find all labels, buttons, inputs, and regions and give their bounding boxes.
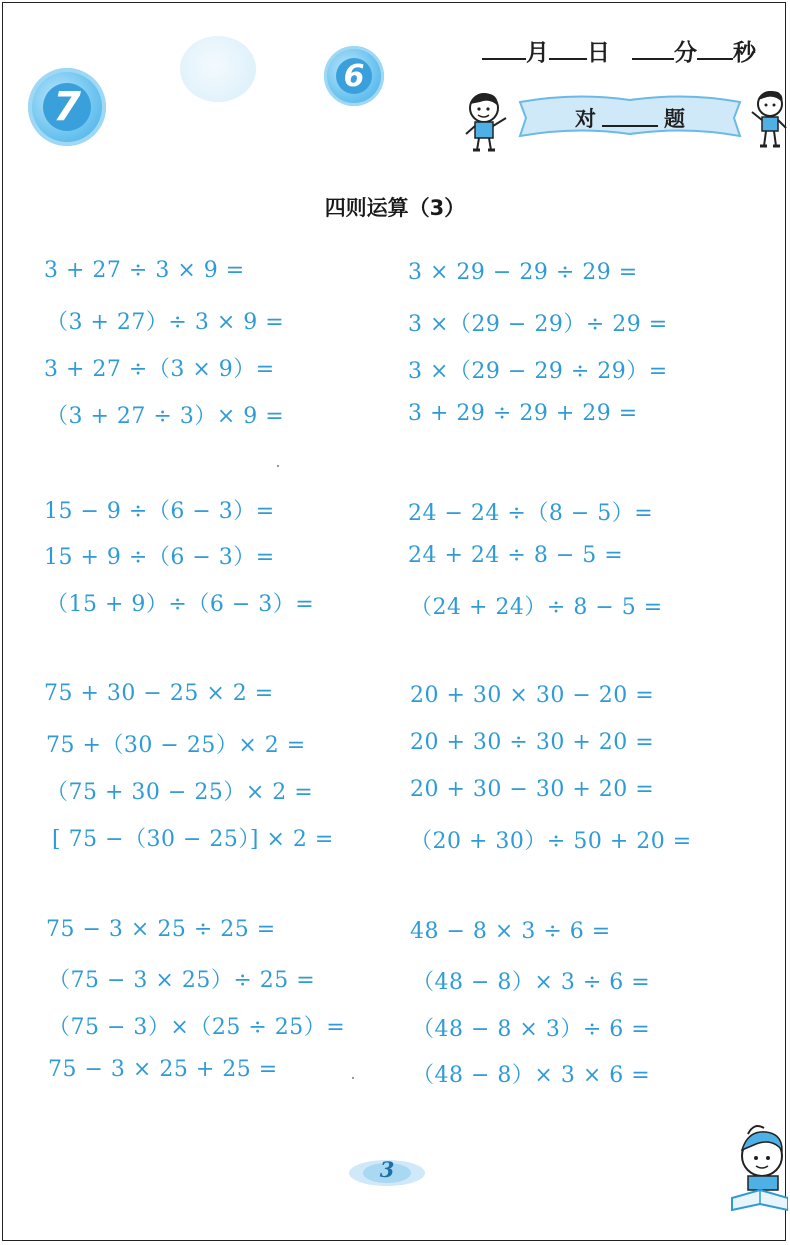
- equation-2-left-1: 15 − 9 ÷（6 − 3）=: [44, 499, 275, 524]
- equation-4-left-4: 75 − 3 × 25 + 25 =: [48, 1057, 278, 1082]
- month-label: 月: [526, 40, 549, 66]
- equation-2-left-2: 15 + 9 ÷（6 − 3）=: [44, 545, 275, 570]
- day-blank: [549, 38, 587, 60]
- equation-4-left-1: 75 − 3 × 25 ÷ 25 =: [46, 917, 276, 942]
- equation-2-right-1: 24 − 24 ÷（8 − 5）=: [408, 501, 654, 526]
- minute-blank: [632, 38, 674, 60]
- minute-label: 分: [674, 40, 697, 66]
- second-label: 秒: [733, 40, 756, 66]
- equation-3-left-4: [ 75 −（30 − 25）] × 2 =: [52, 827, 334, 852]
- equation-4-right-2: （48 − 8）× 3 ÷ 6 =: [412, 970, 651, 995]
- boy-illustration-icon: [458, 88, 514, 154]
- equation-1-right-1: 3 × 29 − 29 ÷ 29 =: [408, 260, 638, 285]
- equation-3-right-2: 20 + 30 ÷ 30 + 20 =: [410, 730, 655, 755]
- banner-right-text: 题: [664, 107, 685, 131]
- equation-4-right-4: （48 − 8）× 3 × 6 =: [412, 1063, 651, 1088]
- equation-3-right-3: 20 + 30 − 30 + 20 =: [410, 777, 655, 802]
- equation-4-right-3: （48 − 8 × 3）÷ 6 =: [412, 1017, 651, 1042]
- equation-4-left-3: （75 − 3）×（25 ÷ 25）=: [48, 1015, 346, 1040]
- girl-illustration-icon: [748, 86, 788, 152]
- equation-1-left-3: 3 + 27 ÷（3 × 9）=: [44, 357, 275, 382]
- day-badge-6: [324, 46, 384, 106]
- equation-3-right-1: 20 + 30 × 30 − 20 =: [410, 683, 655, 708]
- page-border: [2, 2, 786, 1241]
- equation-4-right-1: 48 − 8 × 3 ÷ 6 =: [410, 919, 611, 944]
- page-number: 3: [379, 1157, 395, 1182]
- equation-4-left-2: （75 − 3 × 25）÷ 25 =: [48, 968, 316, 993]
- equation-1-left-1: 3 + 27 ÷ 3 × 9 =: [44, 258, 245, 283]
- equation-1-right-4: 3 + 29 ÷ 29 + 29 =: [408, 401, 638, 426]
- equation-2-right-2: 24 + 24 ÷ 8 − 5 =: [408, 543, 624, 568]
- print-speck: [277, 465, 279, 467]
- equation-1-right-3: 3 ×（29 − 29 ÷ 29）=: [408, 359, 668, 384]
- reading-child-illustration-icon: [726, 1120, 788, 1212]
- faded-badge: [180, 36, 256, 102]
- badge-7-label: 7: [53, 84, 81, 130]
- equation-3-left-1: 75 + 30 − 25 × 2 =: [44, 681, 274, 706]
- equation-3-right-4: （20 + 30）÷ 50 + 20 =: [410, 829, 692, 854]
- day-badge-7: [28, 68, 106, 146]
- equation-2-right-3: （24 + 24）÷ 8 − 5 =: [410, 595, 663, 620]
- correct-count-blank: [602, 109, 658, 127]
- second-blank: [697, 38, 733, 60]
- correct-count-label: [516, 92, 744, 144]
- equation-3-left-2: 75 +（30 − 25）× 2 =: [46, 733, 306, 758]
- equation-1-left-4: （3 + 27 ÷ 3）× 9 =: [46, 404, 285, 429]
- date-time-line: [482, 34, 756, 67]
- month-blank: [482, 38, 526, 60]
- worksheet-title: 四则运算（3）: [324, 196, 466, 220]
- equation-3-left-3: （75 + 30 − 25）× 2 =: [46, 780, 314, 805]
- print-speck: [352, 1077, 354, 1079]
- day-label: 日: [587, 40, 610, 66]
- equation-1-right-2: 3 ×（29 − 29）÷ 29 =: [408, 312, 668, 337]
- banner-left-text: 对: [575, 107, 596, 131]
- badge-6-label: 6: [343, 58, 365, 94]
- equation-1-left-2: （3 + 27）÷ 3 × 9 =: [46, 310, 285, 335]
- equation-2-left-3: （15 + 9）÷（6 − 3）=: [46, 592, 315, 617]
